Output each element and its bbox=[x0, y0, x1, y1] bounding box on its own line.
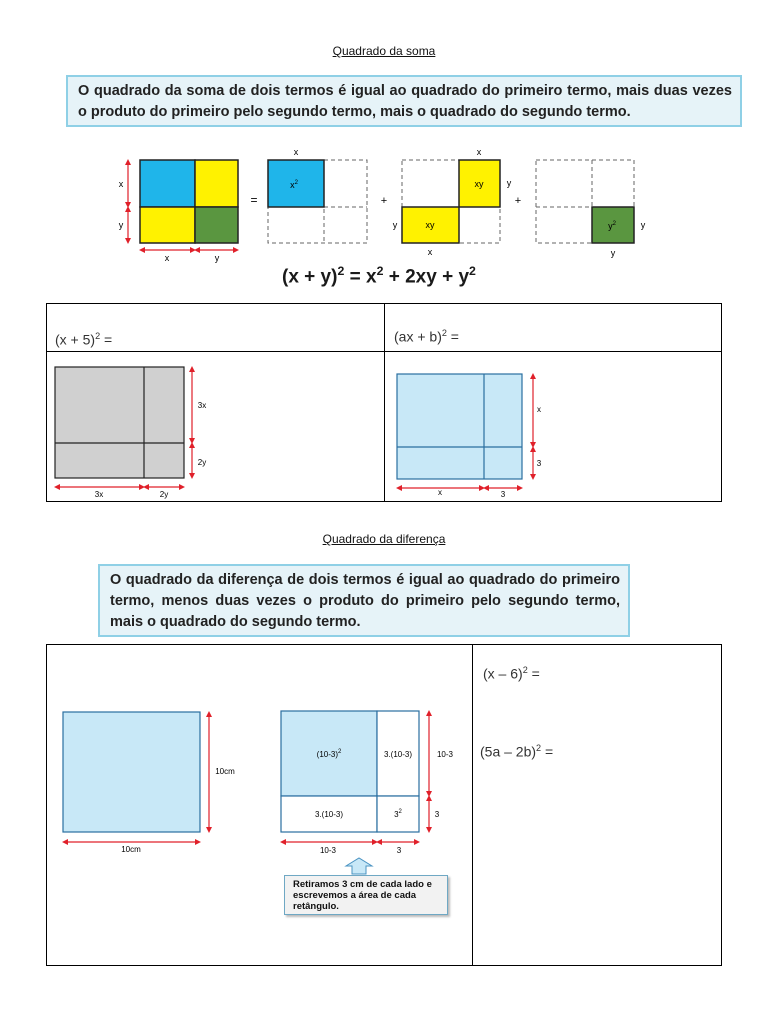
svg-text:y: y bbox=[640, 220, 646, 230]
svg-text:xy: xy bbox=[474, 179, 484, 189]
svg-text:xy: xy bbox=[425, 220, 435, 230]
svg-text:=: = bbox=[250, 193, 258, 207]
section-title-diff: Quadrado da diferença bbox=[322, 532, 446, 546]
square-x2 bbox=[140, 160, 195, 207]
svg-text:10-3: 10-3 bbox=[319, 846, 337, 855]
sum-exercise-2: (ax + b)$^2$ = bbox=[394, 328, 459, 345]
square-10cm bbox=[63, 712, 200, 832]
square-xy-top bbox=[195, 160, 238, 207]
sum-diagram bbox=[110, 145, 650, 263]
diff-definition-box bbox=[98, 564, 630, 637]
svg-text:3: 3 bbox=[434, 810, 440, 819]
svg-text:3x: 3x bbox=[197, 401, 207, 410]
svg-text:y: y bbox=[610, 248, 616, 258]
svg-text:y2: $y^2$ bbox=[608, 221, 616, 231]
svg-text:y: y bbox=[214, 253, 220, 263]
svg-text:x2: $x^2$ bbox=[290, 180, 298, 190]
svg-text:x: x bbox=[164, 253, 170, 263]
svg-text:y: y bbox=[506, 178, 512, 188]
diff-exercise-1: (x – 6)$^2$ = bbox=[483, 665, 540, 682]
svg-text:2y: 2y bbox=[197, 458, 207, 467]
svg-text:x: x bbox=[293, 147, 299, 157]
svg-text:+: + bbox=[514, 195, 522, 207]
sum-definition-text: O quadrado da soma de dois termos é igual ao quadrado do primeiro termo, mais duas vezes o produto do primeiro pelo segundo termo, mais o quadrado do segundo termo. bbox=[78, 83, 732, 120]
sum-exercise-1: $(x + 5)^2$ = bbox=[55, 331, 113, 348]
svg-text:3: 3 bbox=[536, 459, 542, 468]
diff-exercise-2: (5a – 2b)$^2$ = bbox=[480, 743, 554, 760]
diff-definition-text: O quadrado da diferença de dois termos é igual ao quadrado do primeiro termo, menos duas vezes o produto do primeiro pelo segundo termo, mais o quadrado do segundo termo. bbox=[110, 572, 620, 630]
svg-text:10cm: 10cm bbox=[121, 845, 141, 854]
sum-definition-box bbox=[66, 75, 742, 127]
section-title-sum: Quadrado da soma bbox=[332, 44, 436, 58]
callout-note: Retiramos 3 cm de cada lado e escrevemos a área de cada retângulo. bbox=[284, 875, 448, 915]
diff-diagrams bbox=[46, 645, 472, 875]
blue-square bbox=[397, 374, 522, 479]
svg-text:+: + bbox=[380, 195, 388, 207]
svg-text:3.(10-3): 3.(10-3) bbox=[314, 810, 344, 819]
svg-text:x: x bbox=[537, 405, 541, 414]
svg-text:3.(10-3): 3.(10-3) bbox=[383, 750, 413, 759]
square-xy-bottom bbox=[140, 207, 195, 243]
svg-text:x: x bbox=[438, 488, 442, 497]
svg-text:y: y bbox=[392, 220, 398, 230]
svg-text:x: x bbox=[476, 147, 482, 157]
svg-text:3: 3 bbox=[500, 490, 506, 499]
callout-arrow-icon bbox=[346, 858, 372, 874]
svg-text:3x: 3x bbox=[94, 490, 104, 499]
svg-text:(10-3)2: $(10-3)^2$ bbox=[316, 749, 342, 759]
svg-text:x: x bbox=[427, 247, 433, 257]
gray-square bbox=[55, 367, 184, 478]
svg-text:10-3: 10-3 bbox=[436, 750, 454, 759]
sum-exercise-diagrams bbox=[46, 352, 722, 502]
svg-text:10cm: 10cm bbox=[215, 767, 235, 776]
svg-text:x: x bbox=[118, 179, 124, 189]
sum-formula: $(x + y)^2 = x^2 + 2xy + y^2$ bbox=[282, 264, 476, 288]
svg-text:3: 3 bbox=[396, 846, 402, 855]
svg-text:y: y bbox=[118, 220, 124, 230]
square-y2 bbox=[195, 207, 238, 243]
svg-text:32: $3^2$ bbox=[394, 809, 402, 819]
svg-text:2y: 2y bbox=[159, 490, 169, 499]
table-divider bbox=[472, 644, 473, 966]
